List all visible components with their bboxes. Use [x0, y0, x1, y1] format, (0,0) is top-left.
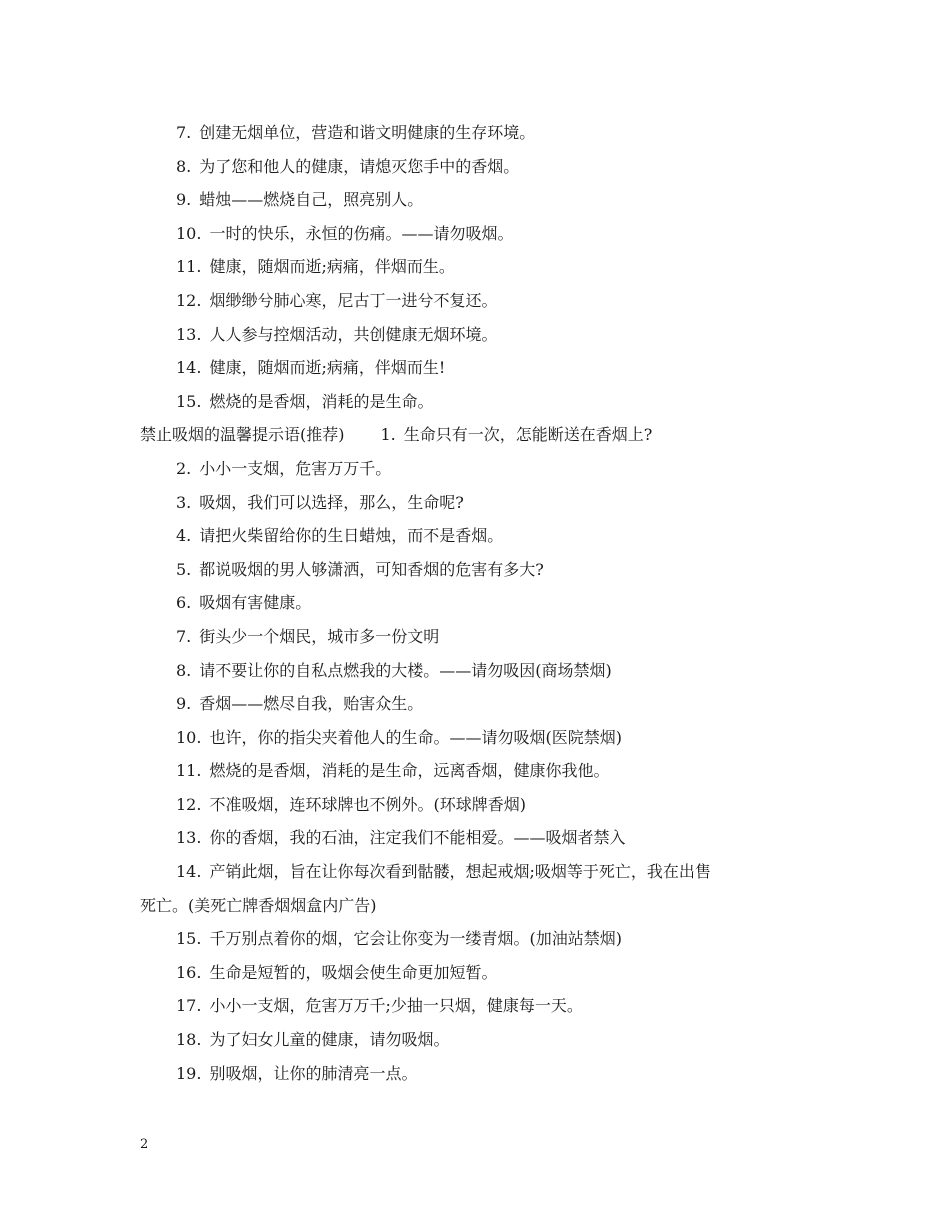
- list-item: 8. 请不要让你的自私点燃我的大楼。——请勿吸因(商场禁烟): [176, 660, 612, 680]
- list-item: 7. 创建无烟单位，营造和谐文明健康的生存环境。: [176, 123, 536, 142]
- list-item-wrapped-first-line: 14. 产销此烟，旨在让你每次看到骷髅，想起戒烟;吸烟等于死亡，我在出售: [176, 862, 711, 882]
- list-item: 10. 一时的快乐，永恒的伤痛。——请勿吸烟。: [176, 223, 514, 243]
- document-body: [140, 116, 820, 1090]
- list-item: 17. 小小一支烟，危害万万千;少抽一只烟，健康每一天。: [176, 996, 583, 1016]
- list-item: 3. 吸烟，我们可以选择，那么，生命呢?: [176, 492, 464, 512]
- list-item: 12. 烟缈缈兮肺心寒，尼古丁一进兮不复还。: [176, 290, 498, 310]
- list-item: 13. 人人参与控烟活动，共创健康无烟环境。: [176, 324, 498, 344]
- page-number: 2: [140, 1137, 149, 1152]
- list-item-wrapped-continuation: 死亡。(美死亡牌香烟烟盒内广告): [140, 895, 377, 915]
- list-item: 10. 也许，你的指尖夹着他人的生命。——请勿吸烟(医院禁烟): [176, 727, 622, 747]
- list-item: 11. 燃烧的是香烟，消耗的是生命，远离香烟，健康你我他。: [176, 761, 610, 781]
- list-item: 5. 都说吸烟的男人够潇洒，可知香烟的危害有多大?: [176, 559, 544, 579]
- list-item: 11. 健康，随烟而逝;病痛，伴烟而生。: [176, 257, 455, 277]
- list-item: 19. 别吸烟，让你的肺清亮一点。: [176, 1063, 418, 1083]
- section-heading: 禁止吸烟的温馨提示语(推荐): [140, 425, 345, 445]
- list-item: 16. 生命是短暂的，吸烟会使生命更加短暂。: [176, 962, 498, 982]
- list-item: 2. 小小一支烟，危害万万千。: [176, 458, 392, 478]
- first-slogan-list: [140, 116, 820, 418]
- list-item: 15. 燃烧的是香烟，消耗的是生命。: [176, 391, 434, 411]
- list-item: 1. 生命只有一次，怎能断送在香烟上?: [380, 425, 653, 445]
- second-slogan-list: [140, 452, 820, 1090]
- list-item: 12. 不准吸烟，连环球牌也不例外。(环球牌香烟): [176, 794, 526, 814]
- section-heading-row: [140, 418, 820, 452]
- list-item: 9. 蜡烛——燃烧自己，照亮别人。: [176, 190, 424, 210]
- list-item: 18. 为了妇女儿童的健康，请勿吸烟。: [176, 1030, 450, 1050]
- list-item: 14. 健康，随烟而逝;病痛，伴烟而生!: [176, 358, 446, 378]
- list-item: 8. 为了您和他人的健康，请熄灭您手中的香烟。: [176, 156, 520, 176]
- list-item: 7. 街头少一个烟民，城市多一份文明: [176, 626, 440, 646]
- list-item: 15. 千万别点着你的烟，它会让你变为一缕青烟。(加油站禁烟): [176, 929, 622, 949]
- list-item: 4. 请把火柴留给你的生日蜡烛，而不是香烟。: [176, 526, 504, 546]
- list-item: 9. 香烟——燃尽自我，贻害众生。: [176, 694, 424, 714]
- list-item: 13. 你的香烟，我的石油，注定我们不能相爱。——吸烟者禁入: [176, 828, 626, 848]
- list-item: 6. 吸烟有害健康。: [176, 593, 312, 613]
